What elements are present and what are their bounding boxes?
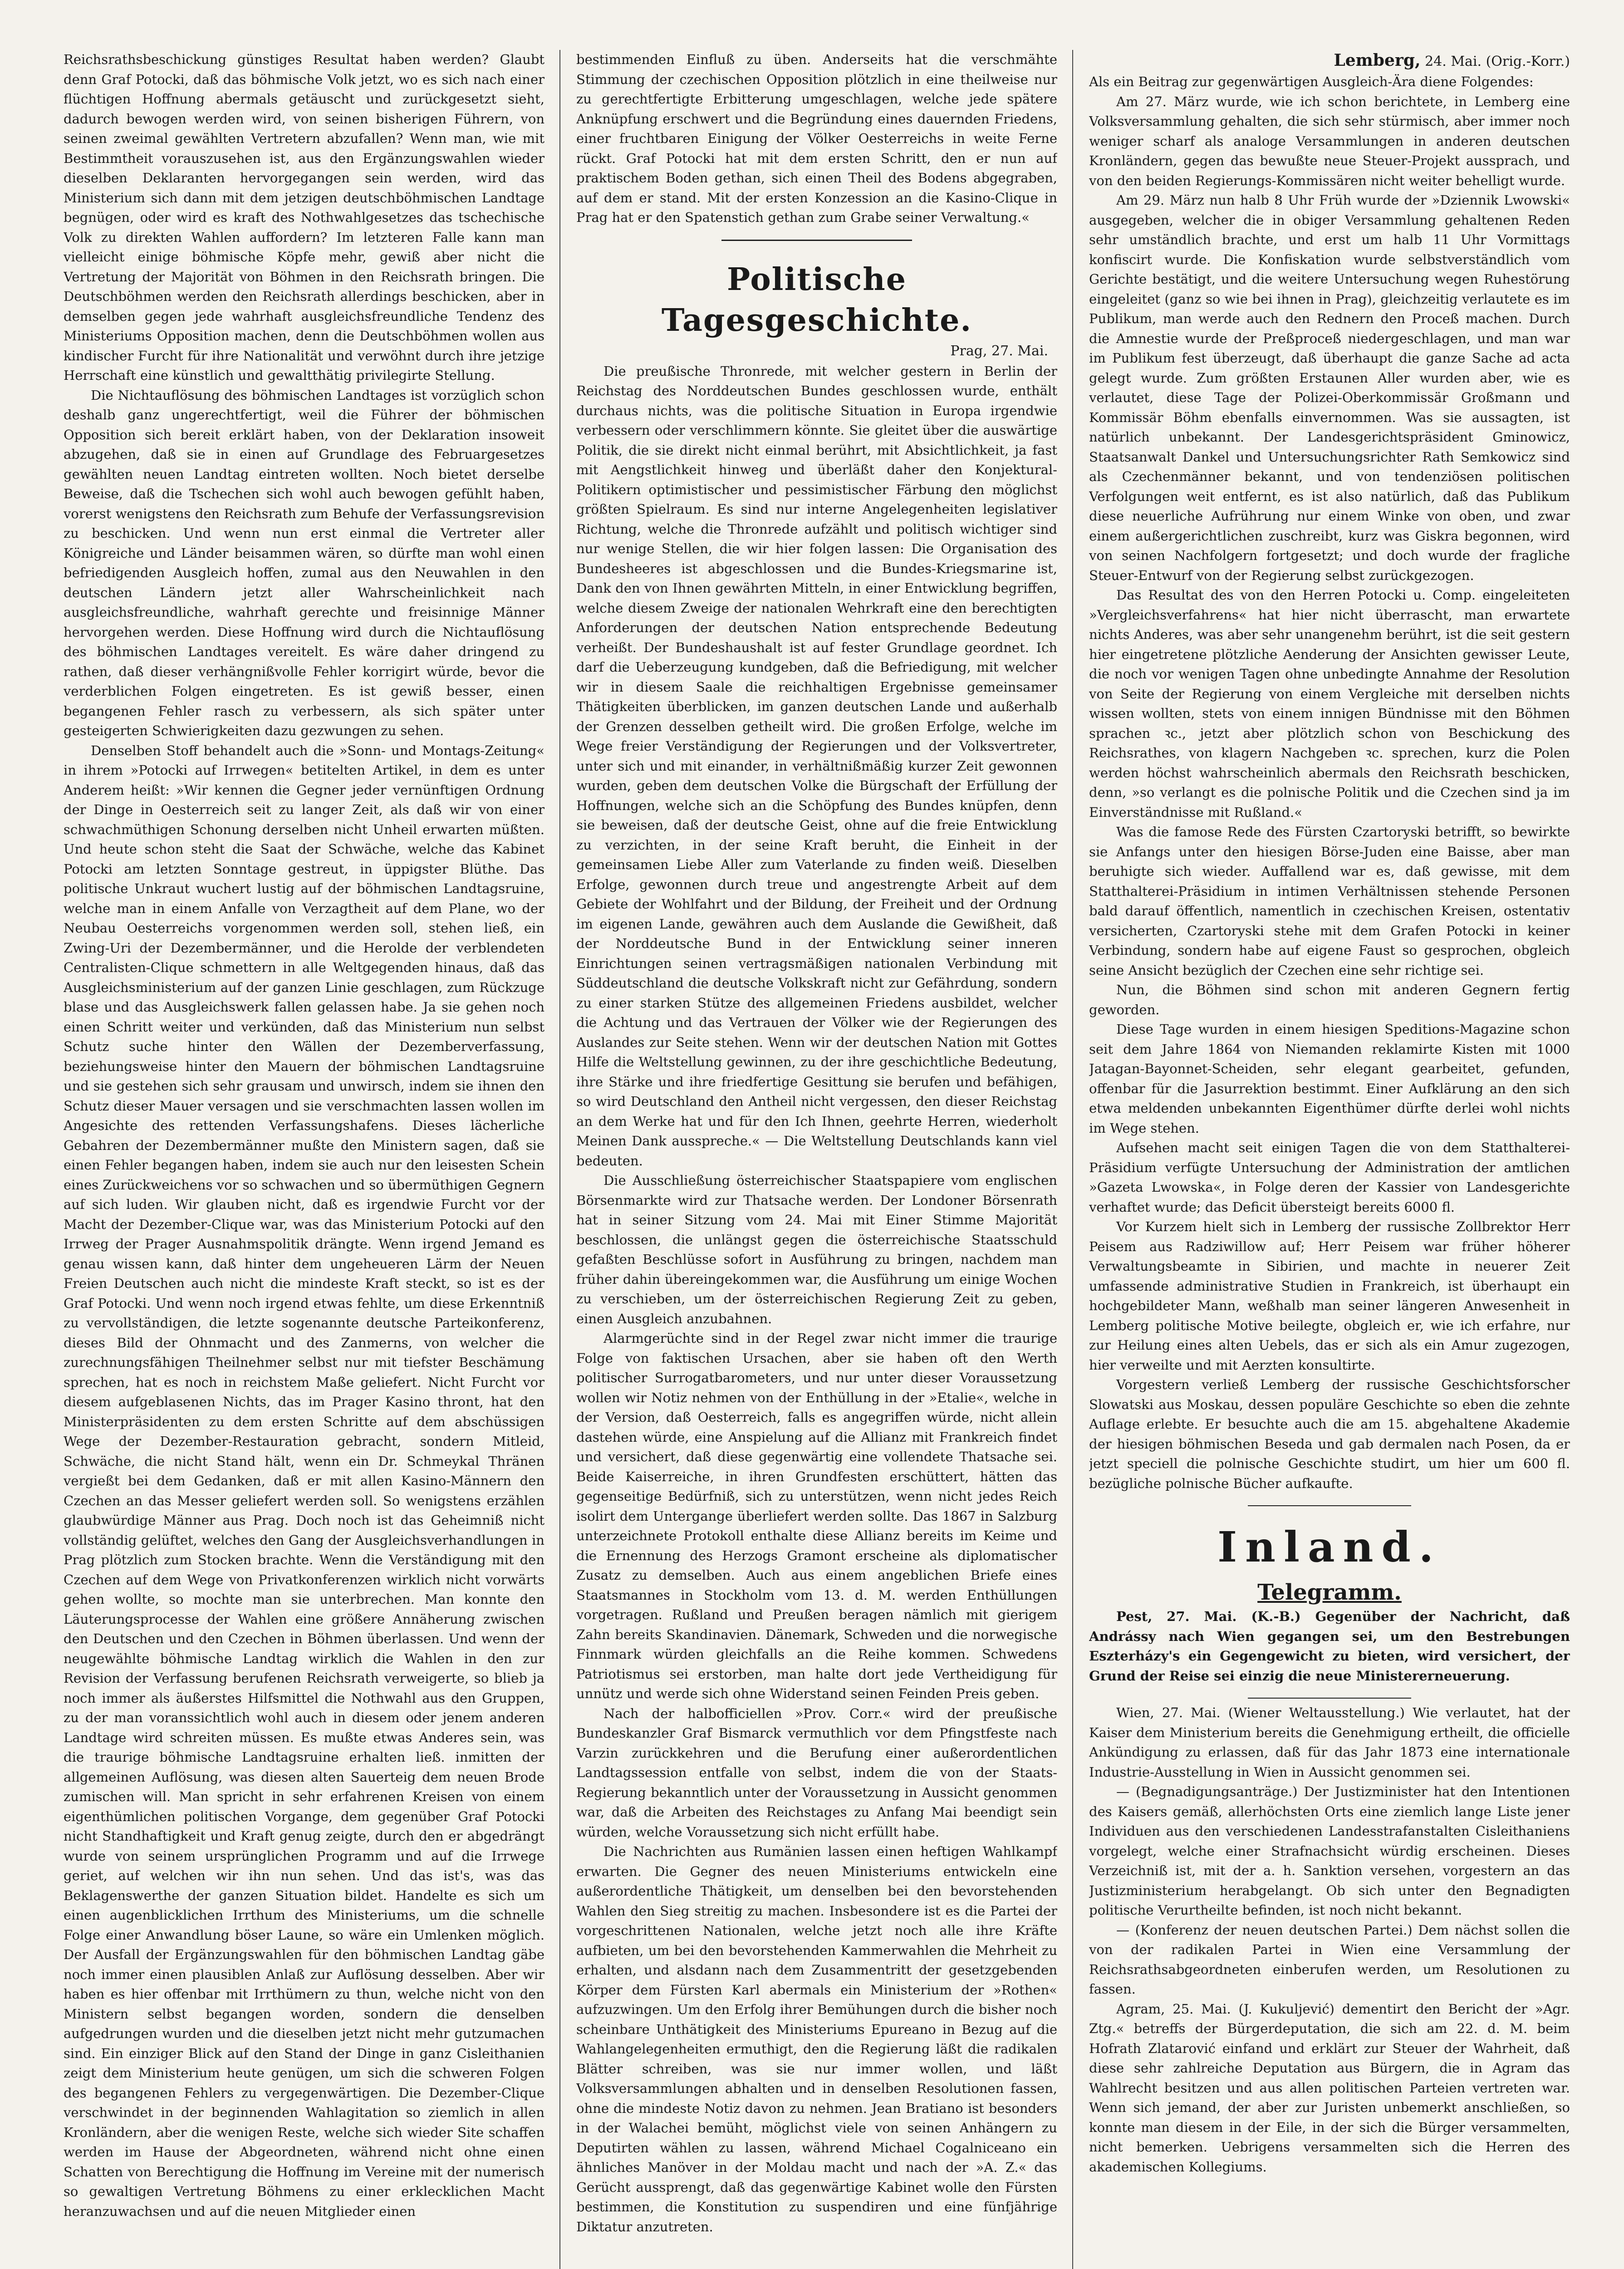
article-paragraph: Die preußische Thronrede, mit welcher gestern in Berlin der Reichstag des Norddeutschen Bundes geschlossen wurde, enthält durchaus nichts, was die politische Situation in Europa irgendwie verbessern oder verschlimmern könnte. Sie gleitet über die auswärtige Politik, die sie direkt nicht einmal berührt, mit Absichtlichkeit, ja fast mit Aengstlichkeit hinweg und überläßt daher den Konjektural-Politikern optimistischer und pessimistischer Färbung den möglichst größten Spielraum. Es sind nur interne Angelegenheiten legislativer Richtung, welche die Thronrede aufzählt und politisch wichtiger sind nur wenige Stellen, die wir hier folgen lassen: Die Organisation des Bundesheeres ist abgeschlossen und die Bundes-Kriegsmarine ist, Dank den von Ihnen gewährten Mitteln, in einer Entwicklung begriffen, welche diesem Zweige der nationalen Wehrkraft eine den berechtigten Anforderungen der deutschen Nation entsprechende Bedeutung verheißt. Der Bundeshaushalt ist auf fester Grundlage geordnet. Ich darf die Ueberzeugung kundgeben, daß die Befriedigung, mit welcher wir in diesem Saale die reichhaltigen Ergebnisse gemeinsamer Thätigkeiten überblicken, im ganzen deutschen Lande und außerhalb der Grenzen desselben getheilt wird. Die großen Erfolge, welche im Wege freier Verständigung der Regierungen und der Volksvertreter, unter sich und mit einander, in verhältnißmäßig kurzer Zeit gewonnen wurden, geben dem deutschen Volke die Bürgschaft der Erfüllung der Hoffnungen, welche sich an die Schöpfung des Bundes knüpfen, denn sie beweisen, daß der deutsche Geist, ohne auf die freie Entwicklung zu verzichten, in der seine Kraft beruht, die Einheit in der gemeinsamen Liebe Aller zum Vaterlande zu finden weiß. Dieselben Erfolge, gewonnen durch treue und angestrengte Arbeit auf dem Gebiete der Wohlfahrt und der Bildung, der Freiheit und der Ordnung im eigenen Lande, gewähren auch dem Auslande die Gewißheit, daß der Norddeutsche Bund in der Entwicklung seiner inneren Einrichtungen seinen vertragsmäßigen nationalen Verbindung mit Süddeutschland die deutsche Volkskraft nicht zur Gefährdung, sondern zu einer starken Stütze des allgemeinen Friedens ausbildet, welcher die Achtung und das Vertrauen der Völker wie der Regierungen des Auslandes zur Seite stehen. Wenn wir der deutschen Nation mit Gottes Hilfe die Weltstellung gewinnen, zu der ihre geschichtliche Bedeutung, ihre Stärke und ihre friedfertige Gesittung sie berufen und befähigen, so wird Deutschland den Antheil nicht vergessen, den dieser Reichstag an dem Werke hat und für den Ich Ihnen, geehrte Herren, wiederholt Meinen Dank ausspreche.« — Die Weltstellung Deutschlands kann viel bedeuten. [576,363,1057,1169]
article-paragraph: Die Ausschließung österreichischer Staatspapiere vom englischen Börsenmarkte wird zur Thatsache werden. Der Londoner Börsenrath hat in seiner Sitzung vom 24. Mai mit Einer Stimme Majorität beschlossen, die unlängst gegen die österreichische Staatsschuld gefaßten Beschlüsse sofort in Ausführung zu bringen, nachdem man früher dahin übereingekommen war, die Ausführung um einige Wochen zu verschieben, um der österreichischen Regierung Zeit zu geben, einen Ausgleich anzubahnen. [576,1173,1057,1326]
article-paragraph: Das Resultat des von den Herren Potocki u. Comp. eingeleiteten »Vergleichsverfahrens« hat hier nicht überrascht, man erwartete nichts Anderes, was aber sehr unangenehm berührt, ist die seit gestern hier eingetretene plötzliche Aenderung der Ansichten gewisser Leute, die noch vor wenigen Tagen ohne unbedingte Annahme der Resolution von Seite der Regierung von einem Vergleiche mit derselben nichts wissen wollten, stets von einem innigen Bündnisse mit den Böhmen sprachen ꝛc., jetzt aber plötzlich schon von Beschickung des Reichsrathes, von klagern Nachgeben ꝛc. sprechen, kurz die Polen werden höchst wahrscheinlich abermals den Reichsrath beschicken, denn, »so verlangt es die polnische Politik und die Czechen sind ja im Einverständnisse mit Rußland.« [1089,587,1570,820]
article-paragraph: Alarmgerüchte sind in der Regel zwar nicht immer die traurige Folge von faktischen Ursachen, aber sie haben oft den Werth politischer Surrogatbarometers, und nur unter dieser Voraussetzung wollen wir Notiz nehmen von der Enthüllung in der »Etalie«, welche in der Version, daß Oesterreich, falls es angegriffen würde, nicht allein dastehen würde, eine Anspielung auf die Allianz mit Frankreich findet und versichert, daß diese gegenwärtig eine vollendete Thatsache sei. Beide Kaiserreiche, in ihren Grundfesten erschüttert, hätten das gegenseitige Bedürfniß, sich zu unterstützen, wenn nicht jedes Reich isolirt dem Untergange überliefert werden sollte. Das 1867 in Salzburg unterzeichnete Protokoll enthalte diese Allianz bereits im Keime und die Ernennung des Herzogs Gramont erscheine als diplomatischer Zusatz zu demselben. Auch aus einem angeblichen Briefe eines Staatsmannes in Stockholm vom 13. d. M. werden Enthüllungen vorgetragen. Rußland und Preußen beragen nämlich mit gierigem Zahn bereits Skandinavien. Dänemark, Schweden und die norwegische Finnmark würden gleichfalls an die Reihe kommen. Schwedens Patriotismus sei erstorben, man halte dort jede Vertheidigung für unnütz und werde sich ohne Widerstand seinen Feinden Preis geben. [576,1331,1057,1701]
article-paragraph: bestimmenden Einfluß zu üben. Anderseits hat die verschmähte Stimmung der czechischen Opposition plötzlich in eine theilweise nur zu gerechtfertigte Erbitterung umgeschlagen, welche jede spätere Anknüpfung erschwert und die Begründung eines dauernden Friedens, einer fruchtbaren Einigung der Völker Oesterreichs in weite Ferne rückt. Graf Potocki hat mit dem ersten Schritt, den er nun auf praktischem Boden gethan, sich einen Theil des Bodens abgegraben, auf dem er stand. Mit der ersten Konzession an die Kasino-Clique in Prag hat er den Spatenstich gethan zum Grabe seiner Verwaltung.« [576,52,1057,225]
article-paragraph: Vor Kurzem hielt sich in Lemberg der russische Zollbrektor Herr Peisem aus Radziwillow auf; Herr Peisem war früher höherer Verwaltungsbeamte in Sibirien, und machte in neuerer Zeit umfassende administrative Studien in Frankreich, ist überhaupt ein hochgebildeter Mann, weßhalb man seiner längeren Anwesenheit in Lemberg politische Motive beilegte, obgleich er, wie ich erfahre, nur zur Heilung eines alten Uebels, das er sich als ein Amur zugezogen, hier verweilte und mit Aerzten konsultirte. [1089,1219,1570,1373]
section-title-inland: Inland. [1217,1522,1442,1572]
article-paragraph: Am 27. März wurde, wie ich schon berichtete, in Lemberg eine Volksversammlung gehalten, die sich sehr stürmisch, aber immer noch weniger scharf als analoge Versammlungen in anderen deutschen Kronländern, gegen das bewußte neue Steuer-Projekt aussprach, und von den beiden Regierungs-Kommissären nicht weiter behelligt wurde. [1089,93,1570,188]
article-paragraph: — (Begnadigungsanträge.) Der Justizminister hat den Intentionen des Kaisers gemäß, allerhöchsten Orts eine ziemlich lange Liste jener Individuen aus den verschiedenen Landesstrafanstalten Cisleithaniens vorgelegt, welche einer Strafnachsicht würdig erscheinen. Dieses Verzeichniß ist, mit der a. h. Sanktion versehen, vorgestern an das Justizministerium herabgelangt. Ob sich unter den Begnadigten politische Verurtheilte befinden, ist noch nicht bekannt. [1089,1784,1570,1918]
newspaper-page [64,50,1575,2269]
article-paragraph: Wien, 27. Mai. (Wiener Weltausstellung.) Wie verlautet, hat der Kaiser dem Ministerium bereits die Genehmigung ertheilt, die officielle Ankündigung zu erlassen, daß für das Jahr 1873 eine internationale Industrie-Ausstellung in Wien in Aussicht genommen sei. [1089,1705,1570,1780]
column-divider [559,50,560,2269]
article-paragraph: Als ein Beitrag zur gegenwärtigen Ausgleich-Ära diene Folgendes: [1089,74,1534,89]
article-paragraph: Reichsrathsbeschickung günstiges Resultat haben werden? Glaubt denn Graf Potocki, daß das böhmische Volk jetzt, wo es sich nach einer flüchtigen Hoffnung abermals getäuscht und zurückgesetzt sieht, dadurch bewogen werden wird, von seinen bisherigen Führern, von seinen zweimal gewählten Vertretern abzufallen? Wenn man, wie mit Bestimmtheit vorauszusehen ist, aus den Ergänzungswahlen wieder dieselben Deklaranten hervorgegangen sein werden, wird das Ministerium sich dann mit dem jetzigen deutschböhmischen Landtage begnügen, oder wird es kraft des Nothwahlgesetzes das tschechische Volk zu direkten Wahlen auffordern? Im letzteren Falle kann man vielleicht einige böhmische Köpfe mehr, gewiß aber nicht die Vertretung der Majorität von Böhmen in den Reichsrath bringen. Die Deutschböhmen werden den Reichsrath allerdings beschicken, aber in demselben gegen jede wahrhaft ausgleichsfreundliche Tendenz des Ministeriums Opposition machen, denn die Deutschböhmen wollen aus kindischer Furcht für ihre Nationalität und verwöhnt durch ihre jetzige Herrschaft eine künstlich und gewaltthätig privilegirte Stellung. [64,52,545,383]
article-paragraph: Am 29. März nun halb 8 Uhr Früh wurde der »Dziennik Lwowski« ausgegeben, welcher die in obiger Versammlung gehaltenen Reden sehr umständlich brachte, und erst um halb 11 Uhr Vormittags konfiscirt wurde. Die Konfiskation wurde selbstverständlich vom Gerichte bestätigt, und die weitere Untersuchung wegen Ruhestörung eingeleitet (ganz so wie bei ihnen in Prag), gleichzeitig verlautete es im Publikum, man werde auch den Rednern den Proceß machen. Durch die Amnestie wurde der Preßproceß niedergeschlagen, und man war im Publikum fest überzeugt, daß überhaupt die ganze Sache ad acta gelegt wurde. Zum größten Erstaunen Aller wurden aber, wie es verlautet, diese Tage der Polizei-Oberkommissär Großmann und Kommissär Böhm ebenfalls einvernommen. Was sie aussagten, ist natürlich unbekannt. Der Landesgerichtspräsident Gminowicz, Staatsanwalt Dankel und Untersuchungsrichter Rath Semkowicz sind als Czechenmänner bekannt, und von tendenziösen politischen Verfolgungen weit entfernt, es ist also natürlich, daß das Publikum diese neuerliche Aufrührung nur einem Winke von oben, und zwar einem außergerichtlichen zuschreibt, kurz was Giskra begonnen, wird von seinen Nachfolgern fortgesetzt; und doch wurde der fragliche Steuer-Entwurf von der Regierung selbst zurückgezogen. [1089,192,1570,583]
section-divider [1248,1698,1411,1699]
telegram-text: Pest, 27. Mai. (K.-B.) Gegenüber der Nachricht, daß Andrássy nach Wien gegangen sei, um den Bestrebungen Eszterházy's ein Gegengewicht zu bieten, wird versichert, der Grund der Reise sei einzig die neue Ministererneuerung. [1089,1609,1570,1684]
dateline-place: Lemberg, [1334,51,1421,70]
column-1 [64,50,545,2269]
article-paragraph: Die Nichtauflösung des böhmischen Landtages ist vorzüglich schon deshalb ganz ungerechtfertigt, weil die Führer der böhmischen Opposition sich bereit erklärt haben, von der Deklaration insoweit abzugehen, daß sie in einen auf Grundlage des Februargesetzes gewählten neuen Landtag eintreten wollten. Noch bietet derselbe Beweise, daß die Tschechen sich wohl auch bewogen gefühlt haben, vorerst wenigstens den Reichsrath zum Behufe der Verfassungsrevision zu beschicken. Und wenn nun erst einmal die Vertreter aller Königreiche und Länder beisammen wären, so dürfte man wohl einen befriedigenden Ausgleich hoffen, zumal aus den Neuwahlen in den deutschen Ländern jetzt aller Wahrscheinlichkeit nach ausgleichsfreundliche, wahrhaft gerechte und freisinnige Männer hervorgehen werden. Diese Hoffnung wird durch die Nichtauflösung des böhmischen Landtages vereitelt. Es wäre daher dringend zu rathen, daß dieser verhängnißvolle Fehler korrigirt würde, bevor die verderblichen Folgen eingetreten. Es ist gewiß besser, einen begangenen Fehler rasch zu verbessern, als sich später unter gesteigerten Schwierigkeiten dazu gezwungen zu sehen. [64,387,545,738]
article-paragraph: Die Nachrichten aus Rumänien lassen einen heftigen Wahlkampf erwarten. Die Gegner des neuen Ministeriums entwickeln eine außerordentliche Thätigkeit, um denselben bei den bevorstehenden Wahlen den Sieg streitig zu machen. Insbesondere ist es die Partei der vorgeschrittenen Nationalen, welche jetzt noch alle ihre Kräfte aufbieten, um bei den bevorstehenden Kammerwahlen die Mehrheit zu erhalten, und alsdann nach dem Zusammentritt der gesetzgebenden Körper dem Fürsten Karl abermals ein Ministerium der »Rothen« aufzuzwingen. Um den Erfolg ihrer Bemühungen durch die bisher noch scheinbare Unthätigkeit des Ministeriums Epureano in Bezug auf die Wahlangelegenheiten ermuthigt, den die Regierung läßt die radikalen Blätter schreiben, was sie nur immer wollen, und läßt Volksversammlungen abhalten und in denselben Resolutionen fassen, ohne die mindeste Notiz davon zu nehmen. Jean Bratiano ist besonders in der Walachei bemüht, möglichst viele von seinen Anhängern zu Deputirten wählen zu lassen, während Michael Cogalniceano ein ähnliches Manöver in der Moldau macht und nach der »A. Z.« das Gerücht aussprengt, daß das gegenwärtige Kabinet wolle den Fürsten bestimmen, die Konstitution zu suspendiren und eine fünfjährige Diktatur anzutreten. [576,1844,1057,2235]
article-paragraph: Aufsehen macht seit einigen Tagen die von dem Statthalterei-Präsidium verfügte Untersuchung der Administration der amtlichen »Gazeta Lwowska«, in Folge deren der Kassier von Landesgerichte verhaftet wurde; das Deficit übersteigt bereits 6000 fl. [1089,1140,1570,1215]
article-paragraph: Denselben Stoff behandelt auch die »Sonn- und Montags-Zeitung« in ihrem »Potocki auf Irrwegen« betitelten Artikel, in dem es unter Anderem heißt: »Wir kennen die Gegner jeder vernünftigen Ordnung der Dinge in Oesterreich seit zu langer Zeit, als daß wir von einer schwachmüthigen Schonung derselben nicht Unheil erwarten müßten. Und heute schon steht die Saat der Schwäche, welche das Kabinet Potocki am letzten Sonntage gestreut, in üppigster Blüthe. Das politische Unkraut wuchert lustig auf der böhmischen Landtagsruine, welche man in einem Anfalle von Verzagtheit auf dem Plane, wo der Neubau Oesterreichs vorgenommen werden soll, stehen ließ, ein Zwing-Uri der Dezembermänner, und die Herolde der verblendeten Centralisten-Clique schmettern in alle Weltgegenden hinaus, daß das Ausgleichsministerium auf der ganzen Linie geschlagen, zum Rückzuge blase und das Ausgleichswerk fallen gelassen habe. Ja sie gehen noch einen Schritt weiter und verkünden, daß das Ministerium nun selbst Schutz suche hinter den Wällen der Dezemberverfassung, beziehungsweise hinter den Mauern der böhmischen Landtagsruine und sie gestehen sich sehr grausam und unwirsch, indem sie ihnen den Schutz dieser Mauer versagen und sie verschmachten lassen wollen im Angesichte des rettenden Verfassungshafens. Dieses lächerliche Gebahren der Dezembermänner mußte den Ministern sagen, daß sie einen Fehler begangen haben, indem sie auch nur den leisesten Schein eines Zurückweichens vor so schwachen und so übermüthigen Gegnern auf sich luden. Wir glauben nicht, daß es irgendwie Furcht vor der Macht der Dezember-Clique war, was das Ministerium Potocki auf den Irrweg der Prager Ausnahmspolitik drängte. Wenn irgend Jemand es genau wissen kann, daß hinter dem ungeheueren Lärm der Neuen Freien Deutschen auch nicht die mindeste Kraft steckt, so ist es der Graf Potocki. Und wenn noch irgend etwas fehlte, um diese Erkenntniß zu vervollständigen, die letzte sogenannte deutsche Parteikonferenz, dieses Bild der Ohnmacht und des Zanmerns, von welcher die zurechnungsfähigen Theilnehmer selbst nur mit tiefster Beschämung sprechen, hat es noch in reichstem Maße geliefert. Nicht Furcht vor diesem aufgeblasenen Nichts, das im Prager Kasino thront, hat den Ministerpräsidenten zu dem ersten Schritte auf dem abschüssigen Wege der Dezember-Restauration gebracht, sondern Mitleid, Schwäche, die nicht Stand hält, wenn ein Dr. Schmeykal Thränen vergießt bei dem Gedanken, daß er mit allen Kasino-Männern den Czechen an das Messer geliefert werden soll. So wenigstens erzählen glaubwürdige Männer aus Prag. Doch noch ist das Geheimniß nicht vollständig gelüftet, welches den Gang der Ausgleichsverhandlungen in Prag plötzlich zum Stocken brachte. Wenn die Verständigung mit den Czechen auf dem Wege von Privatkonferenzen wirklich nicht vorwärts gehen wollte, so mochte man sie unterbrechen. Man konnte den Läuterungsprocesse der Wahlen eine größere Annäherung zwischen den Deutschen und den Czechen in Böhmen überlassen. Und wenn der neugewählte böhmische Landtag wirklich die Wahlen in den zur Revision der Verfassung berufenen Reichsrath verweigerte, so blieb ja noch immer als äußerstes Hilfsmittel die Nothwahl aus den Gruppen, zu der man voranssichtlich wohl auch in diesem oder jenem anderen Landtage wird schreiten müssen. Es mußte etwas Anderes sein, was die traurige böhmische Landtagsruine erhalten ließ. inmitten der allgemeinen Auflösung, was diesen alten Sauerteig dem neuen Brode zumischen will. Man spricht in sehr erfahrenen Kreisen von einem eigenthümlichen politischen Vorgange, dem gegenüber Graf Potocki nicht Standhaftigkeit und Kraft genug zeigte, durch den er abgedrängt wurde von seinem ursprünglichen Programm und auf die Irrwege geriet, auf welchen wir ihn nun sehen. Und das ist's, was das Beklagenswerthe der ganzen Situation bildet. Handelte es sich um einen augenblicklichen Irrthum des Ministeriums, um die schnelle Folge einer Anwandlung böser Laune, so wäre ein Umlenken möglich. Der Ausfall der Ergänzungswahlen für den böhmischen Landtag gäbe noch immer einen plausiblen Anlaß zur Auflösung desselben. Aber wir haben es hier offenbar mit Irrthümern zu thun, welche nicht von den Ministern selbst begangen worden, sondern die denselben aufgedrungen wurden und die dieselben jetzt nicht mehr gutzumachen sind. Ein einziger Blick auf den Stand der Dinge in ganz Cisleithanien zeigt dem Ministerium heute genügen, um sich die schweren Folgen des begangenen Fehlers zu vergegenwärtigen. Die Dezember-Clique verschwindet in der beginnenden Wahlagitation so ziemlich in allen Kronländern, aber die wenigen Reste, welche sich wieder Site schaffen werden im Hause der Abgeordneten, während nicht ohne einen Schatten von Berechtigung die Hoffnung im Vereine mit der numerisch so gewaltigen Vertretung Böhmens zu einer erklecklichen Macht heranzuwachsen und auf die neuen Mitglieder einen [64,742,545,2219]
section-title: Politische Tagesgeschichte. [661,261,972,339]
article-paragraph: — (Konferenz der neuen deutschen Partei.) Dem nächst sollen die von der radikalen Partei in Wien eine Versammlung der Reichsrathsabgeordneten einberufen werden, um Resolutionen zu fassen. [1089,1922,1570,1997]
dateline: Prag, 27. Mai. [950,343,1048,359]
column-divider [1072,50,1073,2269]
article-paragraph: Nun, die Böhmen sind schon mit anderen Gegnern fertig geworden. [1089,982,1570,1017]
article-paragraph: Nach der halbofficiellen »Prov. Corr.« wird der preußische Bundeskanzler Graf Bismarck vermuthlich vor dem Pfingstfeste nach Varzin zurückkehren und die Berufung einer außerordentlichen Landtagssession entfalle von selbst, indem die von der Staats-Regierung bekanntlich unter der Voraussetzung in Aussicht genommen war, daß die Arbeiten des Reichstages zu Anfang Mai beendigt sein würden, welche Voraussetzung sich nicht erfüllt habe. [576,1705,1057,1840]
column-3 [1089,50,1570,2269]
article-paragraph: Was die famose Rede des Fürsten Czartoryski betrifft, so bewirkte sie Anfangs unter den hiesigen Börse-Juden eine Baisse, aber man beruhigte sich wieder. Auffallend war es, daß gewisse, mit dem Statthalterei-Präsidium in intimen Verhältnissen stehende Personen bald darauf öffentlich, namentlich in czechischen Kreisen, ostentativ versicherten, Czartoryski stehe mit dem Grafen Potocki in keiner Verbindung, sondern habe auf eigene Faust so gesprochen, obgleich seine Ansicht bezüglich der Czechen eine sehr richtige sei. [1089,824,1570,978]
correspondence-dateline [1089,50,1570,72]
article-paragraph: Vorgestern verließ Lemberg der russische Geschichtsforscher Slowatski aus Moskau, dessen populäre Geschichte so eben die zehnte Auflage erlebte. Er besuchte auch die am 15. abgehaltene Akademie der hiesigen böhmischen Beseda und gab dermalen nach Posen, da er jetzt speciell die polnische Geschichte studirt, um hier um 600 fl. bezügliche polnische Bücher aufkaufte. [1089,1377,1570,1491]
section-divider [721,240,912,241]
column-2 [576,50,1057,2269]
dateline-date: 24. Mai. (Orig.-Korr.) [1425,54,1570,69]
article-paragraph: Agram, 25. Mai. (J. Kukuljević) dementirt den Bericht der »Agr. Ztg.« betreffs der Bürgerdeputation, die sich am 22. d. M. beim Hofrath Zlatarović einfand und erklärt zur Steuer der Wahrheit, daß diese sehr zahlreiche Deputation aus Bürgern, die in Agram das Wahlrecht besitzen und aus allen politischen Parteien vertreten war. Wenn sich jemand, der aber zur Juristen unbemerkt anschließen, so konnte man diesem in der Eile, in der sich die Bürger versammelten, nicht bemerken. Uebrigens versammelten sich die Herren des akademischen Kollegiums. [1089,2001,1570,2175]
telegram-heading: Telegramm. [1257,1580,1402,1605]
article-paragraph: Diese Tage wurden in einem hiesigen Speditions-Magazine schon seit dem Jahre 1864 von Niemanden reklamirte Kisten mit 1000 Jatagan-Bayonnet-Scheiden, sehr elegant gearbeitet, gefunden, offenbar für die Jasurrektion bestimmt. Einer Aufklärung an den sich etwa meldenden unbekannten Eigenthümer dürfte derlei wohl nichts im Wege stehen. [1089,1022,1570,1136]
section-divider [1248,1505,1411,1506]
